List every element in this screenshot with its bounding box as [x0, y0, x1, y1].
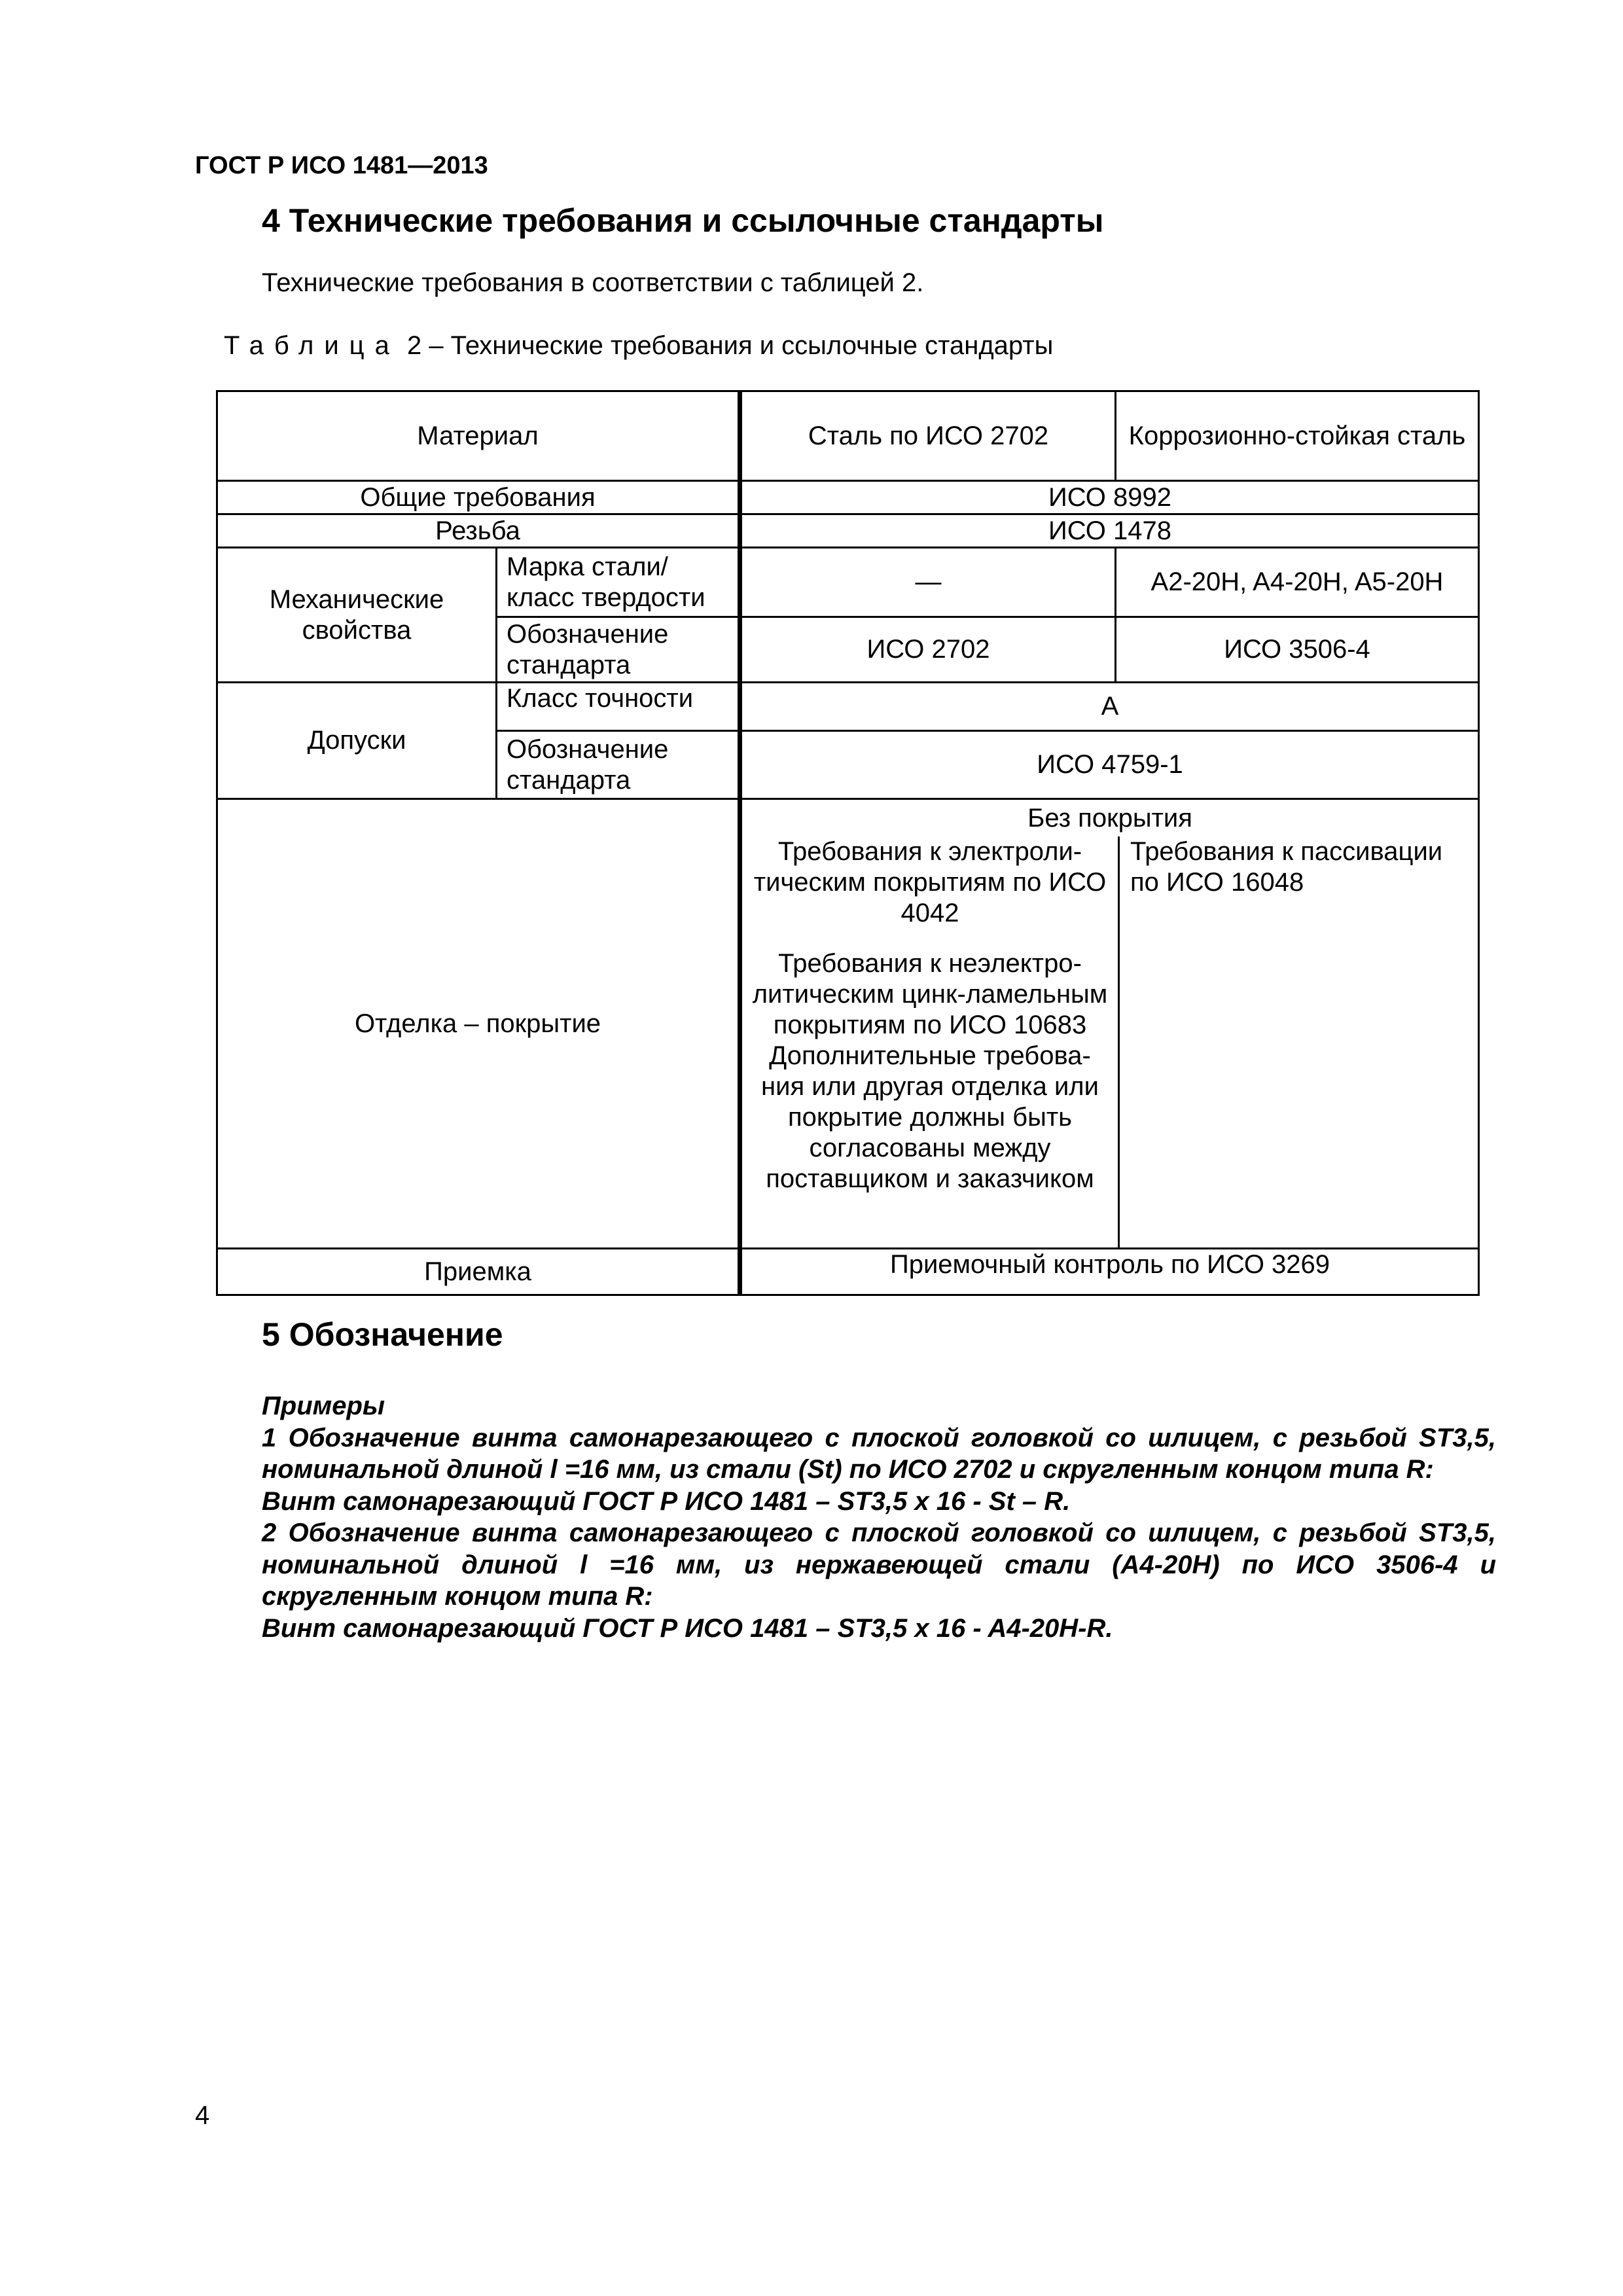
accept-label: Приемка	[217, 1249, 740, 1295]
table-row	[217, 1249, 1479, 1295]
header-steel: Сталь по ИСО 2702	[740, 391, 1116, 481]
table-caption	[224, 331, 1053, 361]
general-label: Общие требования	[217, 481, 740, 514]
tol-class-label: Класс точности	[497, 683, 740, 731]
mech-std-label: Обозначение стандарта	[497, 617, 740, 683]
header-stainless: Коррозионно-стойкая сталь	[1116, 391, 1479, 481]
mech-grade-stainless: A2-20H, A4-20H, A5-20H	[1116, 548, 1479, 617]
mech-grade-label: Марка стали/ класс твердости	[497, 548, 740, 617]
thread-label: Резьба	[217, 514, 740, 548]
tol-label: Допуски	[217, 683, 497, 799]
mech-std-stainless: ИСО 3506-4	[1116, 617, 1479, 683]
finish-steel-zinc-flake: Требования к неэлектро-литическим цинк-ламельным покрытиям по ИСО 10683	[752, 949, 1108, 1039]
requirements-table	[216, 390, 1480, 1296]
header-material: Материал	[217, 391, 740, 481]
mech-label: Механические свойства	[217, 548, 497, 683]
examples-label: Примеры	[262, 1391, 385, 1420]
table-row	[217, 514, 1479, 548]
mech-std-steel: ИСО 2702	[740, 617, 1116, 683]
finish-common: Без покрытия	[1027, 804, 1192, 833]
section-4-intro: Технические требования в соответствии с таблицей 2.	[262, 268, 924, 297]
example-2-designation: Винт самонарезающий ГОСТ Р ИСО 1481 – ST3,5 x 16 - A4-20H-R.	[262, 1613, 1113, 1643]
table-row	[217, 548, 1479, 617]
table-header-row	[217, 391, 1479, 481]
section-4-title: 4 Технические требования и ссылочные стандарты	[262, 202, 1104, 239]
finish-cell	[740, 799, 1479, 1249]
accept-value: Приемочный контроль по ИСО 3269	[740, 1249, 1479, 1295]
table-caption-text: 2 – Технические требования и ссылочные стандарты	[399, 331, 1054, 360]
thread-value: ИСО 1478	[740, 514, 1479, 548]
finish-steel	[742, 836, 1118, 1247]
example-2-text: 2 Обозначение винта самонарезающего с плоской головкой со шлицем, с резьбой ST3,5, номинальной длиной l =16 мм, из нержавеющей стали (A4-20H) по ИСО 3506-4 и скругленным концом типа R:	[262, 1518, 1496, 1611]
table-row	[217, 481, 1479, 514]
section-5-title: 5 Обозначение	[262, 1316, 503, 1353]
example-1-designation: Винт самонарезающий ГОСТ Р ИСО 1481 – ST3,5 x 16 - St – R.	[262, 1486, 1071, 1516]
table-row	[217, 683, 1479, 731]
finish-steel-other: Дополнительные требова-ния или другая отделка или покрытие должны быть согласованы между поставщиком и заказчиком	[761, 1041, 1099, 1193]
table-caption-label: Таблица	[224, 331, 400, 360]
examples-block	[194, 1390, 1496, 1644]
finish-stainless: Требования к пассивации по ИСО 16048	[1118, 836, 1478, 1247]
example-1-text: 1 Обозначение винта самонарезающего с плоской головкой со шлицем, с резьбой ST3,5, номинальной длиной l =16 мм, из стали (St) по ИСО 2702 и скругленным концом типа R:	[262, 1423, 1496, 1484]
tol-class-value: A	[740, 683, 1479, 731]
finish-steel-electrolytic: Требования к электроли-тическим покрытиям по ИСО 4042	[753, 837, 1107, 927]
general-value: ИСО 8992	[740, 481, 1479, 514]
table-row	[217, 799, 1479, 1249]
tol-std-value: ИСО 4759-1	[740, 731, 1479, 799]
document-code: ГОСТ Р ИСО 1481—2013	[195, 152, 488, 179]
finish-label: Отделка – покрытие	[217, 799, 740, 1249]
mech-grade-steel: —	[740, 548, 1116, 617]
page-number: 4	[195, 2101, 210, 2130]
tol-std-label: Обозначение стандарта	[497, 731, 740, 799]
